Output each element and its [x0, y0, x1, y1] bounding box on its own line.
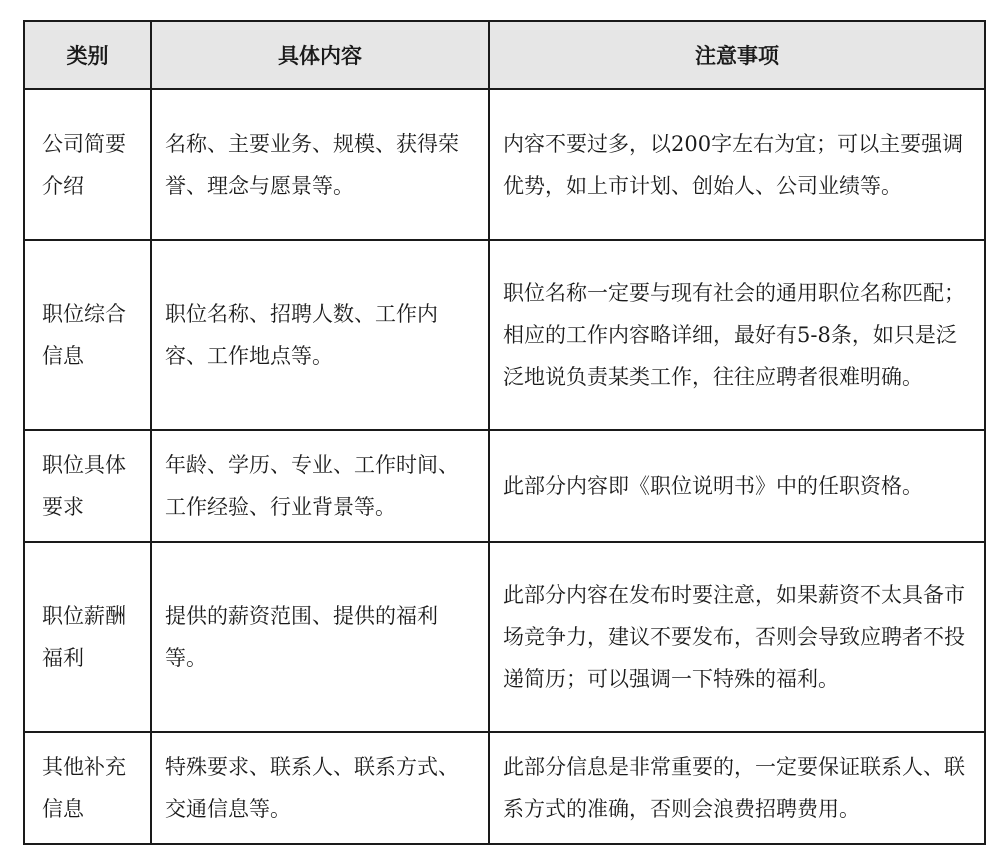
table-row — [24, 430, 985, 542]
category-cell: 公司简要介绍 — [24, 89, 151, 240]
header-category: 类别 — [24, 21, 151, 89]
recruitment-info-table — [23, 20, 986, 845]
content-cell: 年龄、学历、专业、工作时间、工作经验、行业背景等。 — [151, 430, 489, 542]
notes-cell: 职位名称一定要与现有社会的通用职位名称匹配；相应的工作内容略详细，最好有5-8条，如只是泛泛地说负责某类工作，往往应聘者很难明确。 — [489, 240, 985, 430]
table-row — [24, 542, 985, 732]
table-row — [24, 732, 985, 844]
content-cell: 提供的薪资范围、提供的福利等。 — [151, 542, 489, 732]
category-cell: 职位薪酬福利 — [24, 542, 151, 732]
category-cell: 职位具体要求 — [24, 430, 151, 542]
category-cell: 其他补充信息 — [24, 732, 151, 844]
notes-cell: 内容不要过多，以200字左右为宜；可以主要强调优势，如上市计划、创始人、公司业绩等。 — [489, 89, 985, 240]
notes-cell: 此部分信息是非常重要的，一定要保证联系人、联系方式的准确，否则会浪费招聘费用。 — [489, 732, 985, 844]
table-header-row — [24, 21, 985, 89]
content-cell: 职位名称、招聘人数、工作内容、工作地点等。 — [151, 240, 489, 430]
header-notes: 注意事项 — [489, 21, 985, 89]
info-table-container — [23, 20, 986, 845]
table-row — [24, 240, 985, 430]
notes-cell: 此部分内容在发布时要注意，如果薪资不太具备市场竞争力，建议不要发布，否则会导致应聘者不投递简历；可以强调一下特殊的福利。 — [489, 542, 985, 732]
content-cell: 特殊要求、联系人、联系方式、交通信息等。 — [151, 732, 489, 844]
header-content: 具体内容 — [151, 21, 489, 89]
category-cell: 职位综合信息 — [24, 240, 151, 430]
table-row — [24, 89, 985, 240]
content-cell: 名称、主要业务、规模、获得荣誉、理念与愿景等。 — [151, 89, 489, 240]
notes-cell: 此部分内容即《职位说明书》中的任职资格。 — [489, 430, 985, 542]
